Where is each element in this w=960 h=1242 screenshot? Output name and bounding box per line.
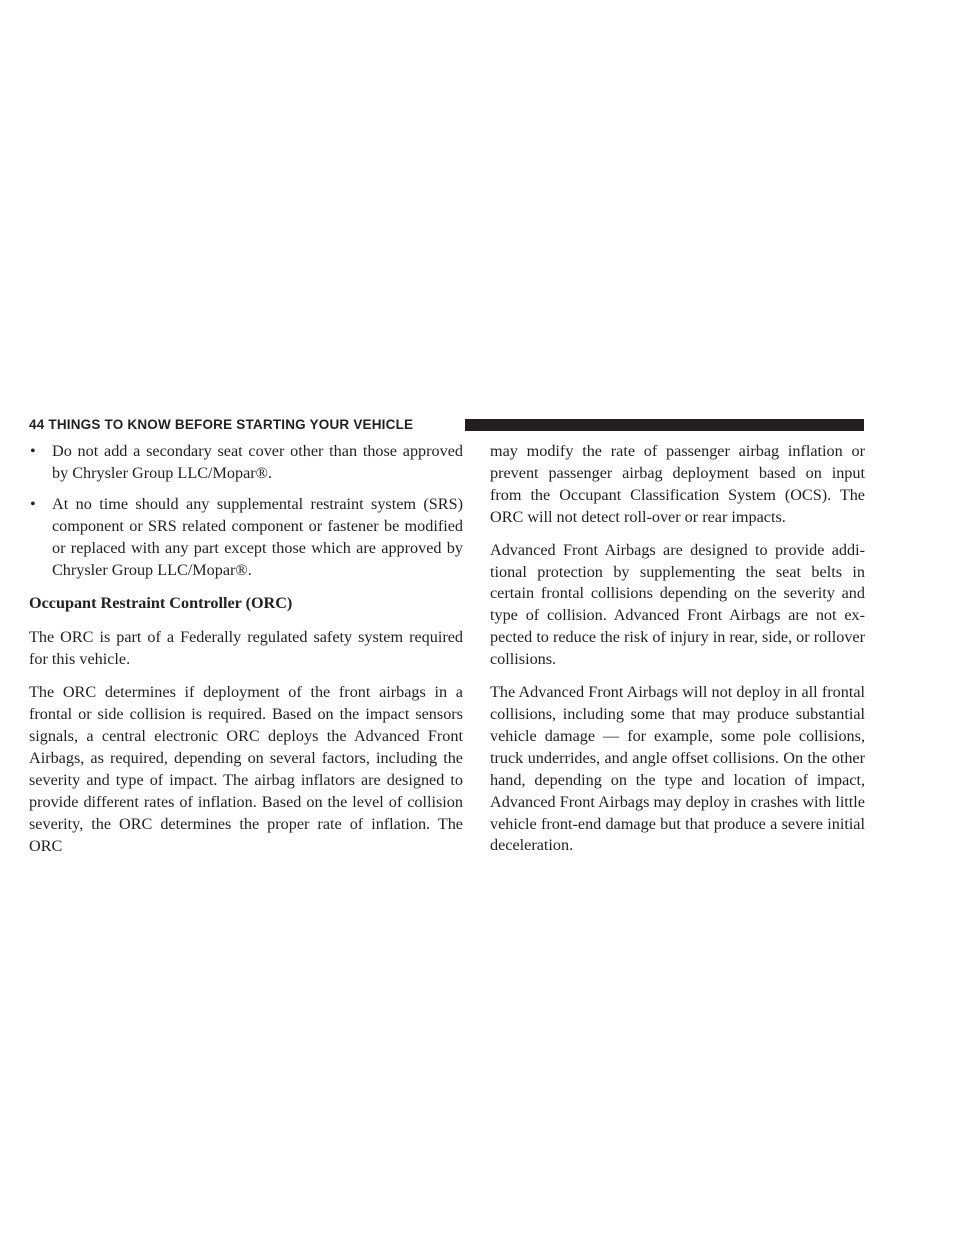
- bullet-icon: •: [30, 442, 36, 460]
- right-column: [490, 441, 865, 868]
- bullet-text: At no time should any supplemental restraint system (SRS) component or SRS related component or fastener be modified or replaced with any part except those which are approved by Chrysler Group LLC/Mopar®.: [52, 494, 463, 579]
- paragraph: The ORC determines if deployment of the front airbags in a frontal or side collision is required. Based on the impact sensors signals, a central electronic ORC deploys the Advanced Front Airbags, as required, depending on several factors, including the severity and type of impact. The airbag inflators are designed to provide different rates of inflation. Based on the level of collision severity, the ORC determines the proper rate of inflation. The ORC: [29, 683, 463, 855]
- paragraph: Advanced Front Airbags are designed to provide addi-tional protection by supplementing the seat belts in certain frontal collisions depending on the severity and type of collision. Advanced Front Airbags are not ex-pected to reduce the risk of injury in rear, side, or rollover collisions.: [490, 540, 865, 669]
- paragraph: The ORC is part of a Federally regulated safety system required for this vehicle.: [29, 628, 463, 669]
- bullet-text: Do not add a secondary seat cover other than those approved by Chrysler Group LLC/Mopar®.: [52, 442, 463, 482]
- page-header: [29, 415, 864, 435]
- paragraph: may modify the rate of passenger airbag inflation or prevent passenger airbag deployment based on input from the Occupant Classification System (OCS). The ORC will not detect roll-over or rear impacts.: [490, 442, 865, 526]
- section-heading: Occupant Restraint Controller (ORC): [29, 594, 293, 613]
- paragraph: The Advanced Front Airbags will not deploy in all frontal collisions, including some that may produce substantial vehicle damage — for example, some pole collisions, truck underrides, and angle offset collisions. On the other hand, depending on the type and location of impact, Advanced Front Airbags may deploy in crashes with little vehicle front-end damage but that produce a severe initial deceleration.: [490, 683, 865, 855]
- bullet-item: [29, 494, 463, 582]
- bullet-item: [29, 441, 463, 485]
- header-rule-bar: [465, 419, 864, 431]
- left-column: [29, 441, 463, 868]
- running-header-title: 44 THINGS TO KNOW BEFORE STARTING YOUR VEHICLE: [29, 417, 414, 432]
- bullet-icon: •: [30, 494, 36, 513]
